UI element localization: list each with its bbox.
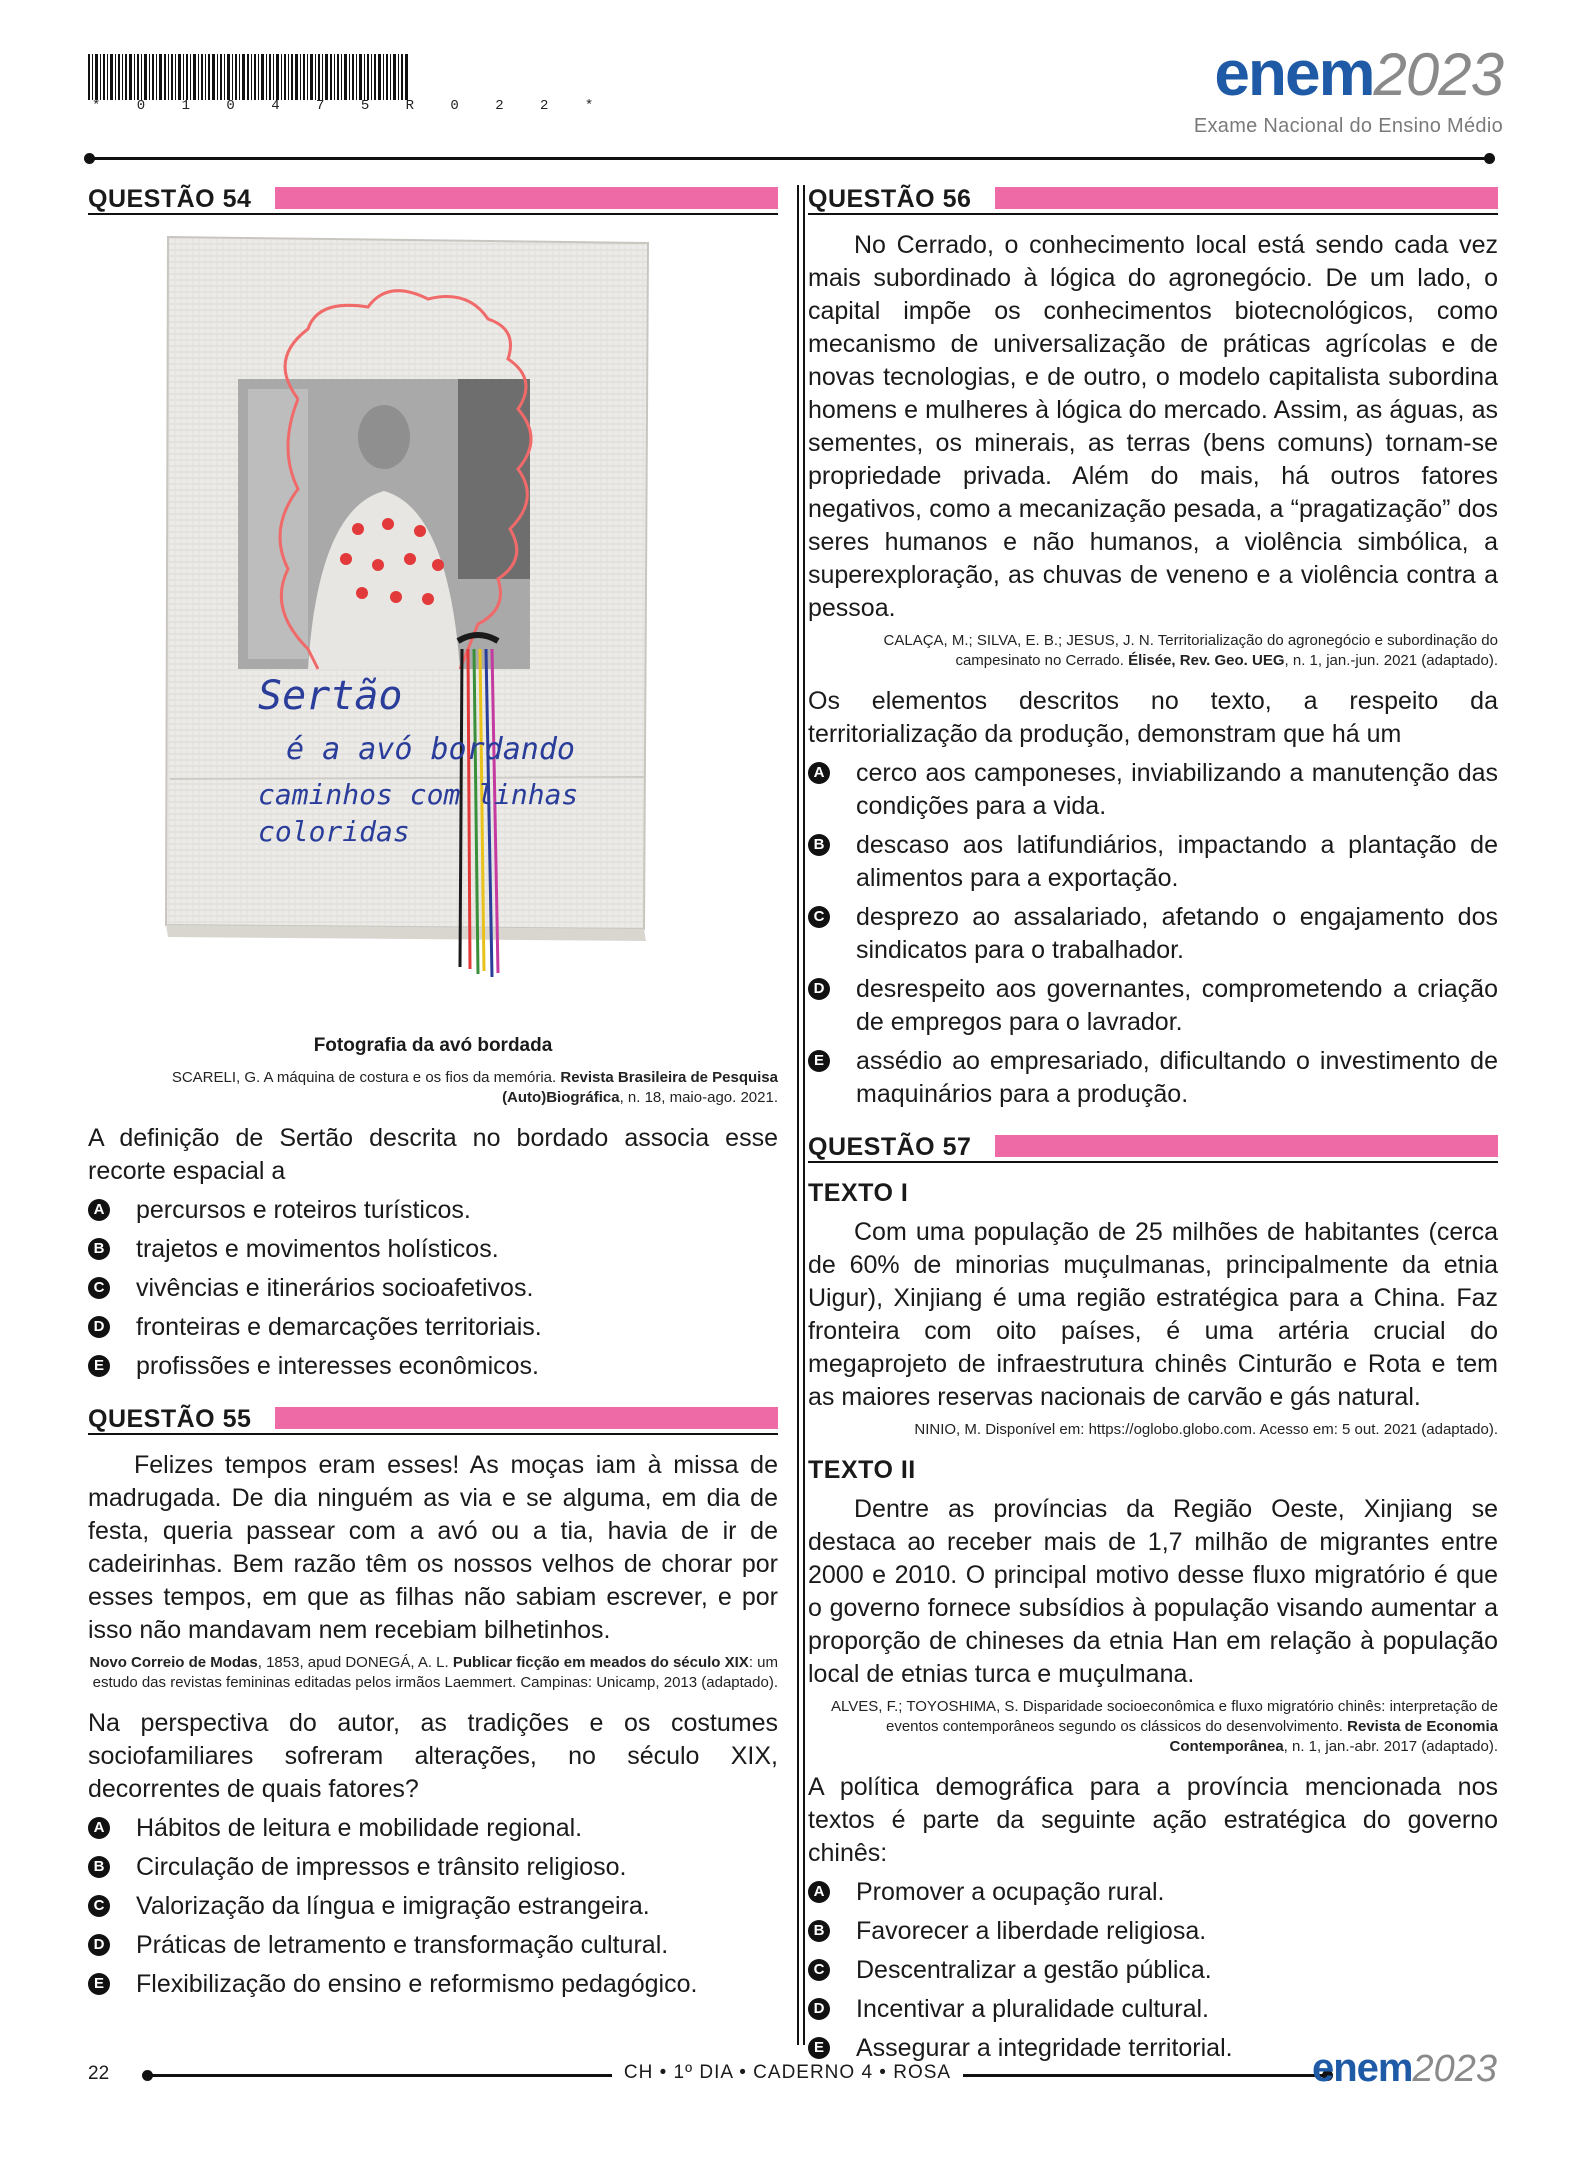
- option-b[interactable]: B descaso aos latifundiários, impactando a plantação de alimentos para a exportação.: [808, 829, 1498, 895]
- question-header-bar: [275, 187, 778, 209]
- header-rule-dot-right: [1484, 153, 1495, 164]
- question-57-title: QUESTÃO 57: [808, 1132, 972, 1161]
- header-rule-dot-left: [84, 153, 95, 164]
- option-d[interactable]: D desrespeito aos governantes, comprometendo a criação de empregos para o lavrador.: [808, 973, 1498, 1039]
- question-55-title: QUESTÃO 55: [88, 1404, 252, 1433]
- page-number: 22: [88, 2063, 110, 2084]
- texto-1-citation: NINIO, M. Disponível em: https://oglobo.globo.com. Acesso em: 5 out. 2021 (adaptado).: [914, 1421, 1498, 1438]
- question-55-stem: Na perspectiva do autor, as tradições e os costumes sociofamiliares sofreram alterações, no século XIX, decorrentes de quais fatores?: [88, 1709, 778, 1803]
- left-column: [88, 185, 778, 2007]
- option-a[interactable]: A percursos e roteiros turísticos.: [88, 1194, 778, 1227]
- question-57-header: [808, 1133, 1498, 1163]
- embroidery-line-2: é a avó bordando: [286, 732, 575, 767]
- texto-1-label: TEXTO I: [808, 1179, 909, 1207]
- texto-1-body: Com uma população de 25 milhões de habitantes (cerca de 60% de minorias muçulmanas, principalmente da etnia Uigur), Xinjiang é uma região estratégica para a China. Faz fronteira com oito países, é uma artéria crucial do megaprojeto de infraestrutura chinês Cinturão e Rota e tem as maiores reservas nacionais de carvão e gás natural.: [808, 1218, 1498, 1411]
- option-e[interactable]: E assédio ao empresariado, dificultando o investimento de maquinários para a produção.: [808, 1045, 1498, 1111]
- option-d[interactable]: D fronteiras e demarcações territoriais.: [88, 1311, 778, 1344]
- option-c[interactable]: C Valorização da língua e imigração estrangeira.: [88, 1890, 778, 1923]
- option-d[interactable]: D Incentivar a pluralidade cultural.: [808, 1993, 1498, 2026]
- logo-year: 2023: [1373, 41, 1503, 108]
- header-rule: [88, 157, 1490, 160]
- logo-enem: enem: [1214, 37, 1374, 109]
- option-b[interactable]: B Favorecer a liberdade religiosa.: [808, 1915, 1498, 1948]
- question-55-text: Felizes tempos eram esses! As moças iam à missa de madrugada. De dia ninguém as via e se alguma, em dia de festa, queria passear com a avó ou a tia, havia de ir de cadeirinhas. Bem razão têm os nossos velhos de chorar por esses tempos, em que as filhas não sabiam escrever, e por isso não mandavam nem recebiam bilhetinhos.: [88, 1451, 778, 1644]
- column-divider: [797, 185, 799, 2045]
- question-56-title: QUESTÃO 56: [808, 184, 972, 213]
- footer-logo: enem2023: [1311, 2046, 1497, 2090]
- footer-label: CH • 1º DIA • CADERNO 4 • ROSA: [0, 2062, 1575, 2084]
- texto-2-label: TEXTO II: [808, 1456, 916, 1484]
- question-55-citation: Novo Correio de Modas, 1853, apud DONEGÁ, A. L. Publicar ficção em meados do século XIX: um estudo das revistas femininas editadas pelos irmãos Laemmert. Campinas: Unicamp, 2013 (adaptado).: [89, 1654, 778, 1691]
- question-header-bar: [995, 187, 1498, 209]
- question-57-options: [808, 1876, 1498, 2065]
- question-56-options: [808, 757, 1498, 1111]
- question-54-title: QUESTÃO 54: [88, 184, 252, 213]
- option-b[interactable]: B trajetos e movimentos holísticos.: [88, 1233, 778, 1266]
- right-column: [808, 185, 1498, 2071]
- question-55-header: [88, 1405, 778, 1435]
- option-c[interactable]: C vivências e itinerários socioafetivos.: [88, 1272, 778, 1305]
- logo-subtitle: Exame Nacional do Ensino Médio: [1193, 115, 1503, 137]
- texto-2-citation: ALVES, F.; TOYOSHIMA, S. Disparidade socioeconômica e fluxo migratório chinês: interpretação de eventos contemporâneos segundo os clássicos do desenvolvimento. Revista de Economia Contemporânea, n. 1, jan.-abr. 2017 (adaptado).: [831, 1698, 1498, 1755]
- question-55-options: [88, 1812, 778, 2001]
- barcode: [88, 54, 408, 100]
- column-divider: [803, 185, 805, 2045]
- option-e[interactable]: E Assegurar a integridade territorial.: [808, 2032, 1498, 2065]
- question-57-stem: A política demográfica para a província mencionada nos textos é parte da seguinte ação estratégica do governo chinês:: [808, 1773, 1498, 1867]
- option-e[interactable]: E Flexibilização do ensino e reformismo pedagógico.: [88, 1968, 778, 2001]
- option-d[interactable]: D Práticas de letramento e transformação cultural.: [88, 1929, 778, 1962]
- enem-logo: [1193, 37, 1503, 138]
- option-e[interactable]: E profissões e interesses econômicos.: [88, 1350, 778, 1383]
- embroidery-line-1: Sertão: [258, 673, 403, 719]
- figure-caption: Fotografia da avó bordada: [313, 1035, 553, 1056]
- embroidery-photo: [148, 229, 668, 1019]
- question-54-header: [88, 185, 778, 215]
- question-header-bar: [275, 1407, 778, 1429]
- question-56-stem: Os elementos descritos no texto, a respeito da territorialização da produção, demonstram que há um: [808, 687, 1498, 748]
- option-c[interactable]: C desprezo ao assalariado, afetando o engajamento dos sindicatos para o trabalhador.: [808, 901, 1498, 967]
- option-c[interactable]: C Descentralizar a gestão pública.: [808, 1954, 1498, 1987]
- option-a[interactable]: A Promover a ocupação rural.: [808, 1876, 1498, 1909]
- embroidery-figure: [148, 229, 668, 1019]
- option-a[interactable]: A cerco aos camponeses, inviabilizando a manutenção das condições para a vida.: [808, 757, 1498, 823]
- question-56-citation: CALAÇA, M.; SILVA, E. B.; JESUS, J. N. Territorialização do agronegócio e subordinação do campesinato no Cerrado. Élisée, Rev. Geo. UEG, n. 1, jan.-jun. 2021 (adaptado).: [883, 632, 1498, 669]
- option-b[interactable]: B Circulação de impressos e trânsito religioso.: [88, 1851, 778, 1884]
- embroidery-line-3: caminhos com linhas: [258, 778, 579, 811]
- texto-2-body: Dentre as províncias da Região Oeste, Xinjiang se destaca ao receber mais de 1,7 milhão de migrantes entre 2000 e 2010. O principal motivo desse fluxo migratório é que o governo fornece subsídios à população visando aumentar a proporção de chineses da etnia Han em relação à população local de etnias turca e muçulmana.: [808, 1495, 1498, 1688]
- question-header-bar: [995, 1135, 1498, 1157]
- question-54-citation: SCARELI, G. A máquina de costura e os fios da memória. Revista Brasileira de Pesquisa (Auto)Biográfica, n. 18, maio-ago. 2021.: [171, 1069, 778, 1106]
- question-54-stem: A definição de Sertão descrita no bordado associa esse recorte espacial a: [88, 1124, 778, 1185]
- question-56-text: No Cerrado, o conhecimento local está sendo cada vez mais subordinado à lógica do agronegócio. De um lado, o capital impõe os conhecimentos biotecnológicos, como mecanismo de universalização de práticas agrícolas e de novas tecnologias, e de outro, o modelo capitalista subordina homens e mulheres à lógica do mercado. Assim, as águas, as sementes, os minerais, as terras (bens comuns) tornam-se propriedade privada. Além do mais, há outros fatores negativos, como a mecanização pesada, a “pragatização” dos seres humanos e não humanos, a violência simbólica, a superexploração, as chuvas de veneno e a violência contra a pessoa.: [808, 231, 1498, 622]
- embroidery-line-4: coloridas: [258, 815, 410, 848]
- option-a[interactable]: A Hábitos de leitura e mobilidade regional.: [88, 1812, 778, 1845]
- barcode-number: * 0 1 0 4 7 5 R 0 2 2 *: [92, 98, 608, 114]
- question-54-options: [88, 1194, 778, 1383]
- question-56-header: [808, 185, 1498, 215]
